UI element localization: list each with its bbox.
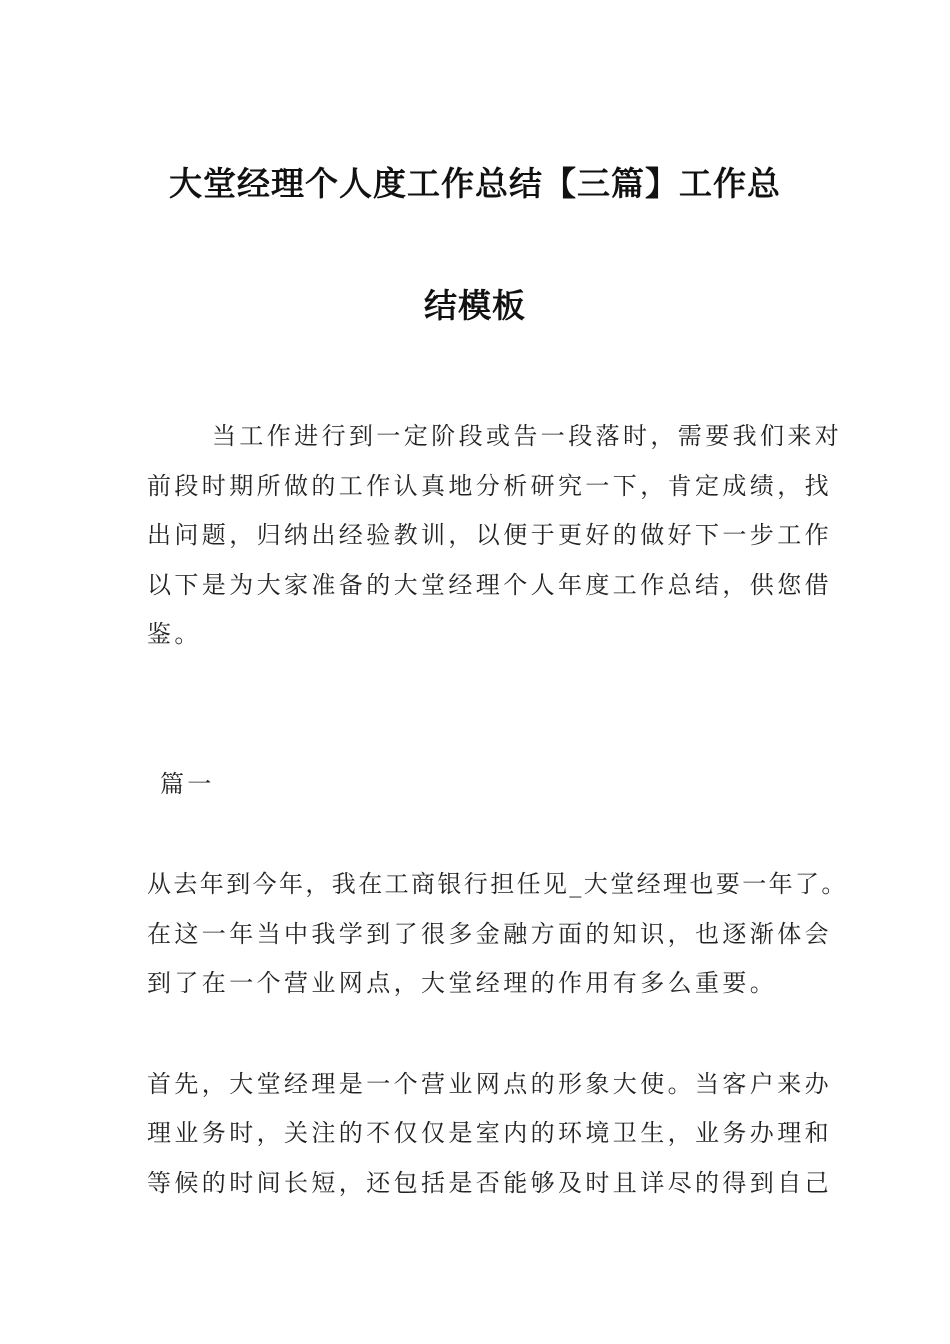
document-title-line-2: 结模板: [424, 286, 526, 325]
intro-line: 鉴。: [147, 620, 202, 648]
paragraph-line: 理业务时，关注的不仅仅是室内的环境卫生，业务办理和: [147, 1119, 832, 1147]
intro-line: 出问题，归纳出经验教训，以便于更好的做好下一步工作: [147, 521, 832, 549]
paragraph-line: 在这一年当中我学到了很多金融方面的知识，也逐渐体会: [147, 920, 832, 948]
section-heading: 篇一: [160, 770, 215, 798]
paragraph-line: 到了在一个营业网点，大堂经理的作用有多么重要。: [147, 969, 778, 997]
paragraph-line: 从去年到今年，我在工商银行担任见_大堂经理也要一年了。: [147, 870, 848, 898]
intro-line: 以下是为大家准备的大堂经理个人年度工作总结，供您借: [147, 571, 832, 599]
paragraph-line: 等候的时间长短，还包括是否能够及时且详尽的得到自己: [147, 1169, 832, 1197]
intro-line: 当工作进行到一定阶段或告一段落时，需要我们来对: [212, 422, 843, 450]
paragraph-line: 首先，大堂经理是一个营业网点的形象大使。当客户来办: [147, 1070, 832, 1098]
intro-line: 前段时期所做的工作认真地分析研究一下，肯定成绩，找: [147, 472, 832, 500]
document-title-line-1: 大堂经理个人度工作总结【三篇】工作总: [169, 164, 781, 203]
